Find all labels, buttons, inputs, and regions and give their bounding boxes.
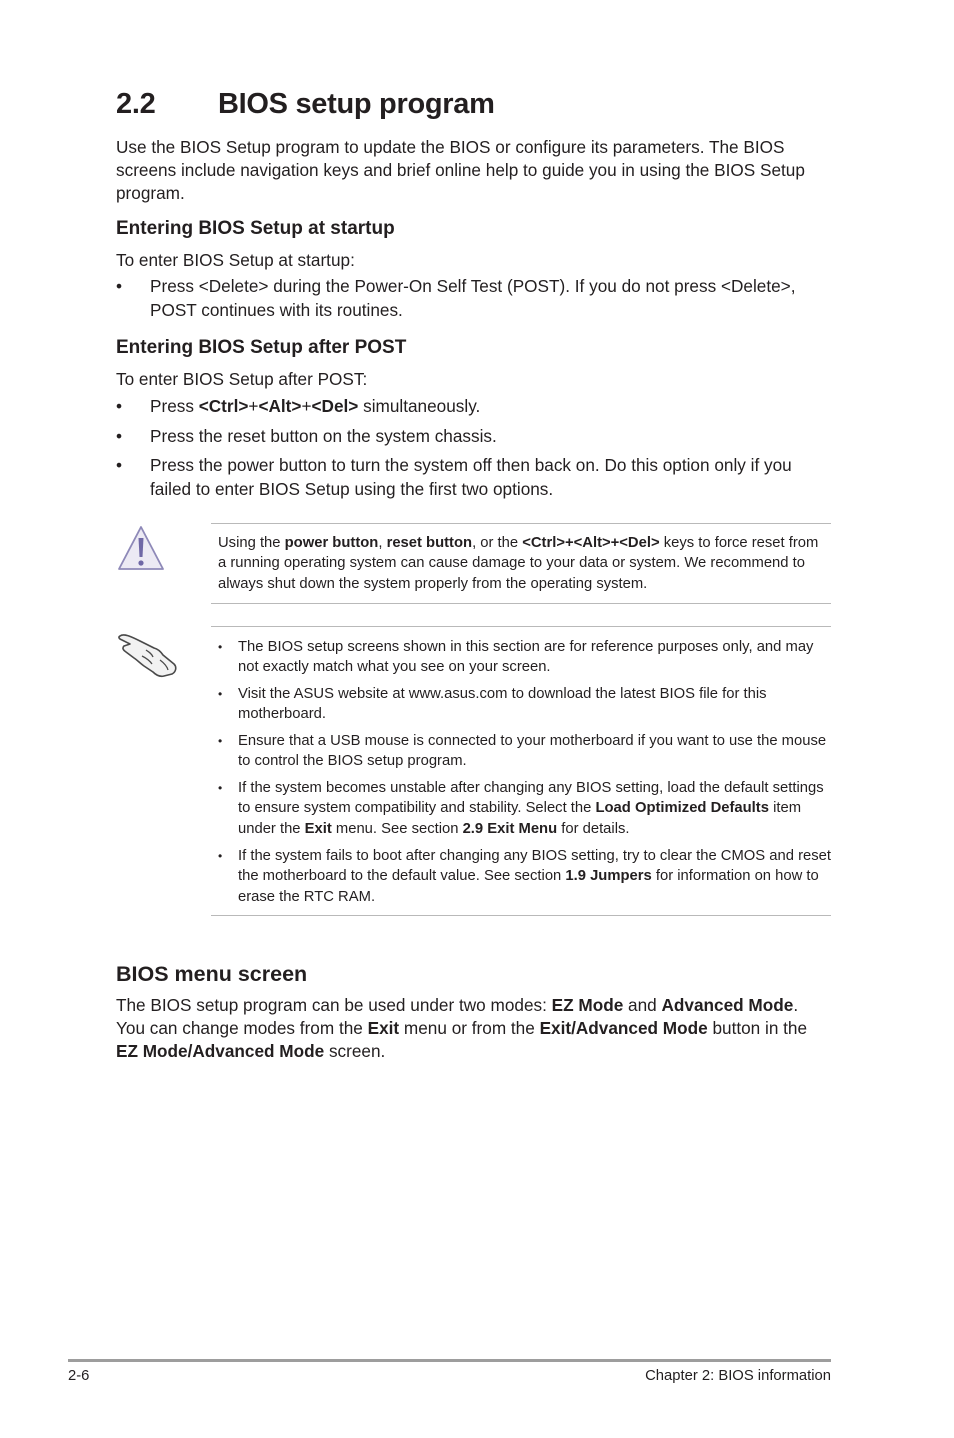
bullet-text: Press <Delete> during the Power-On Self Test (POST). If you do not press <Delete>, POST continues with its routines.	[150, 276, 796, 320]
after-post-lead: To enter BIOS Setup after POST:	[116, 369, 368, 389]
footer-rule	[68, 1359, 831, 1362]
warning-bottom-rule	[211, 603, 831, 604]
after-post-bullet-1	[116, 394, 816, 420]
bullet-text: Press the power button to turn the system off then back on. Do this option only if you failed to enter BIOS Setup using the first two options.	[150, 455, 792, 499]
startup-lead: To enter BIOS Setup at startup:	[116, 250, 355, 270]
section-number: 2.2	[116, 88, 156, 120]
bullet-dot: •	[116, 396, 123, 416]
bullet-dot: •	[116, 455, 123, 475]
page-number: 2-6	[68, 1368, 90, 1384]
after-post-bullet-2	[116, 424, 816, 450]
startup-bullet	[116, 274, 816, 324]
note-top-rule	[211, 626, 831, 627]
bullet-dot: •	[116, 276, 123, 296]
section-title: BIOS setup program	[218, 88, 495, 120]
note-item-4: • If the system becomes unstable after changing any BIOS setting, load the default settings to ensure system compatibility and stability. Select the Load Optimized Defaults item under the Exit menu. See section 2.9 Exit Menu for details.	[218, 780, 824, 837]
section-heading	[116, 88, 495, 121]
after-post-heading: Entering BIOS Setup after POST	[116, 337, 407, 358]
warning-text: Using the power button, reset button, or the <Ctrl>+<Alt>+<Del> keys to force reset from a running operating system can cause damage to your data or system. We recommend to always shut down the system properly from the operating system.	[218, 535, 819, 592]
warning-top-rule	[211, 523, 831, 524]
note-item-2: • Visit the ASUS website at www.asus.com to download the latest BIOS file for this motherboard.	[218, 686, 767, 723]
after-post-bullet-3	[116, 453, 816, 503]
note-bottom-rule	[211, 915, 831, 916]
chapter-label: Chapter 2: BIOS information	[645, 1368, 831, 1384]
bullet-text: Press the reset button on the system chassis.	[150, 426, 497, 446]
note-item-1: • The BIOS setup screens shown in this section are for reference purposes only, and may not exactly match what you see on your screen.	[218, 639, 814, 676]
warning-triangle-icon	[116, 524, 166, 572]
intro-paragraph: Use the BIOS Setup program to update the BIOS or configure its parameters. The BIOS screens include navigation keys and brief online help to guide you in using the BIOS Setup program.	[116, 137, 805, 203]
bullet-text: Press <Ctrl>+<Alt>+<Del> simultaneously.	[150, 396, 481, 416]
note-item-5: • If the system fails to boot after changing any BIOS setting, try to clear the CMOS and reset the motherboard to the default value. See section 1.9 Jumpers for information on how to erase the RTC RAM.	[218, 848, 831, 905]
note-item-3: • Ensure that a USB mouse is connected to your motherboard if you want to use the mouse to control the BIOS setup program.	[218, 733, 827, 770]
startup-heading: Entering BIOS Setup at startup	[116, 218, 395, 239]
bullet-dot: •	[116, 426, 123, 446]
menu-screen-paragraph: The BIOS setup program can be used under two modes: EZ Mode and Advanced Mode. You can change modes from the Exit menu or from the Exit/Advanced Mode button in the EZ Mode/Advanced Mode screen.	[116, 995, 808, 1061]
pointing-hand-icon	[116, 626, 180, 678]
menu-screen-heading: BIOS menu screen	[116, 962, 308, 986]
